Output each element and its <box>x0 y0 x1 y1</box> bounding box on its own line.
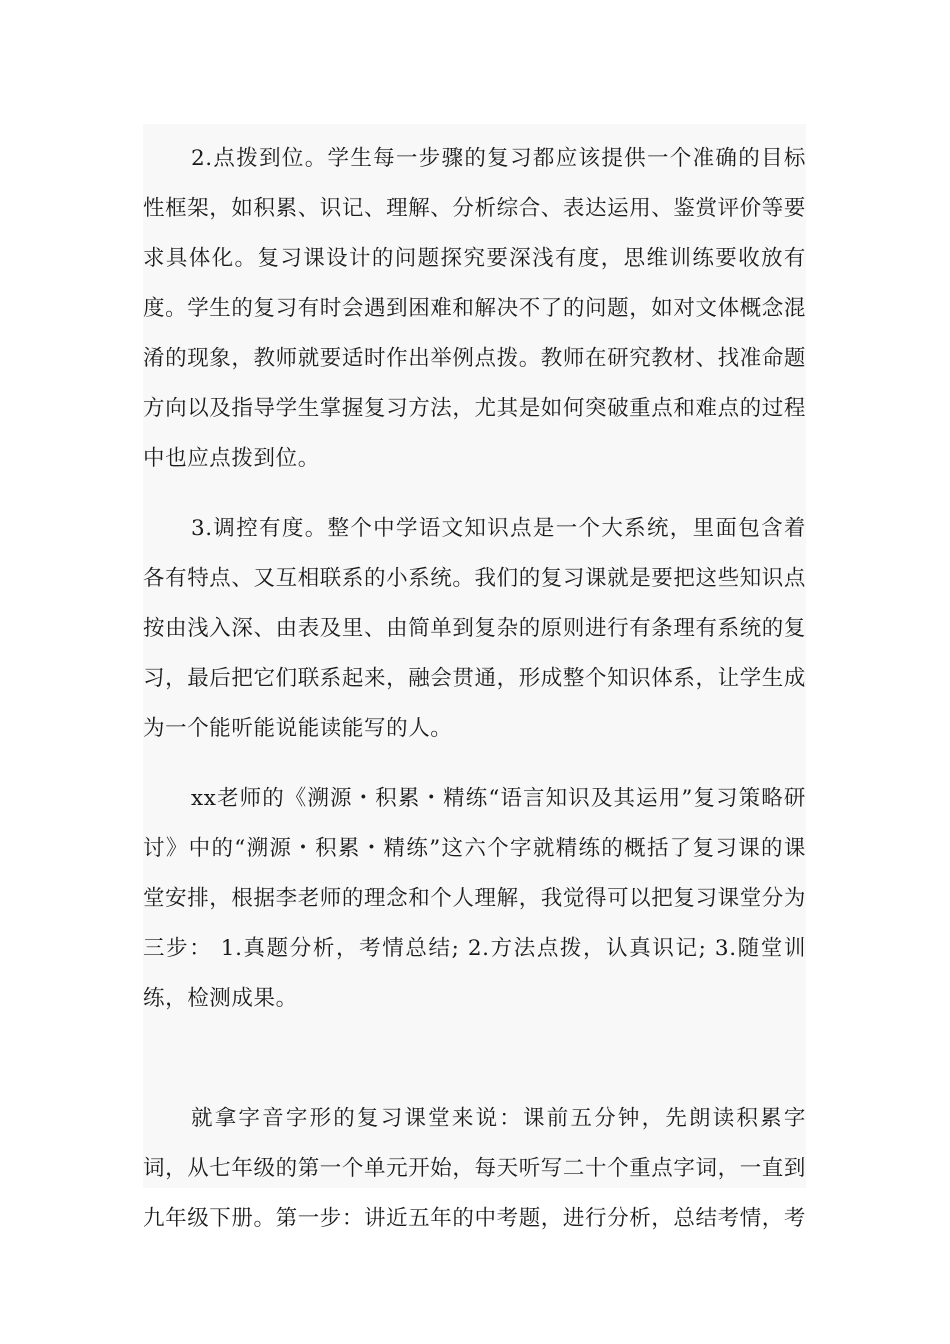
paragraph-point-guidance: 2.点拨到位。学生每一步骤的复习都应该提供一个准确的目标性框架，如积累、识记、理解、分析综合、表达运用、鉴赏评价等要求具体化。复习课设计的问题探究要深浅有度，思维训练要收放有度。学生的复习有时会遇到困难和解决不了的问题，如对文体概念混淆的现象，教师就要适时作出举例点拨。教师在研究教材、找准命题方向以及指导学生掌握复习方法，尤其是如何突破重点和难点的过程中也应点拨到位。 <box>143 146 807 471</box>
paragraph-teacher-strategy: xx老师的《溯源・积累・精练“语言知识及其运用”复习策略研讨》中的“溯源・积累・精练”这六个字就精练的概括了复习课的课堂安排，根据李老师的理念和个人理解，我觉得可以把复习课堂分为三步： 1.真题分析，考情总结; 2.方法点拨，认真识记; 3.随堂训练，检测成果。 <box>143 786 807 1011</box>
paragraph-control-degree: 3.调控有度。整个中学语文知识点是一个大系统，里面包含着各有特点、又互相联系的小系统。我们的复习课就是要把这些知识点按由浅入深、由表及里、由简单到复杂的原则进行有条理有系统的复习，最后把它们联系起来，融会贯通，形成整个知识体系，让学生成为一个能听能说能读能写的人。 <box>143 516 807 741</box>
paragraph-pronunciation-review: 就拿字音字形的复习课堂来说：课前五分钟，先朗读积累字词，从七年级的第一个单元开始，每天听写二十个重点字词，一直到九年级下册。第一步：讲近五年的中考题，进行分析，总结考情，考 <box>143 1106 807 1231</box>
document-text-block <box>143 124 807 1231</box>
